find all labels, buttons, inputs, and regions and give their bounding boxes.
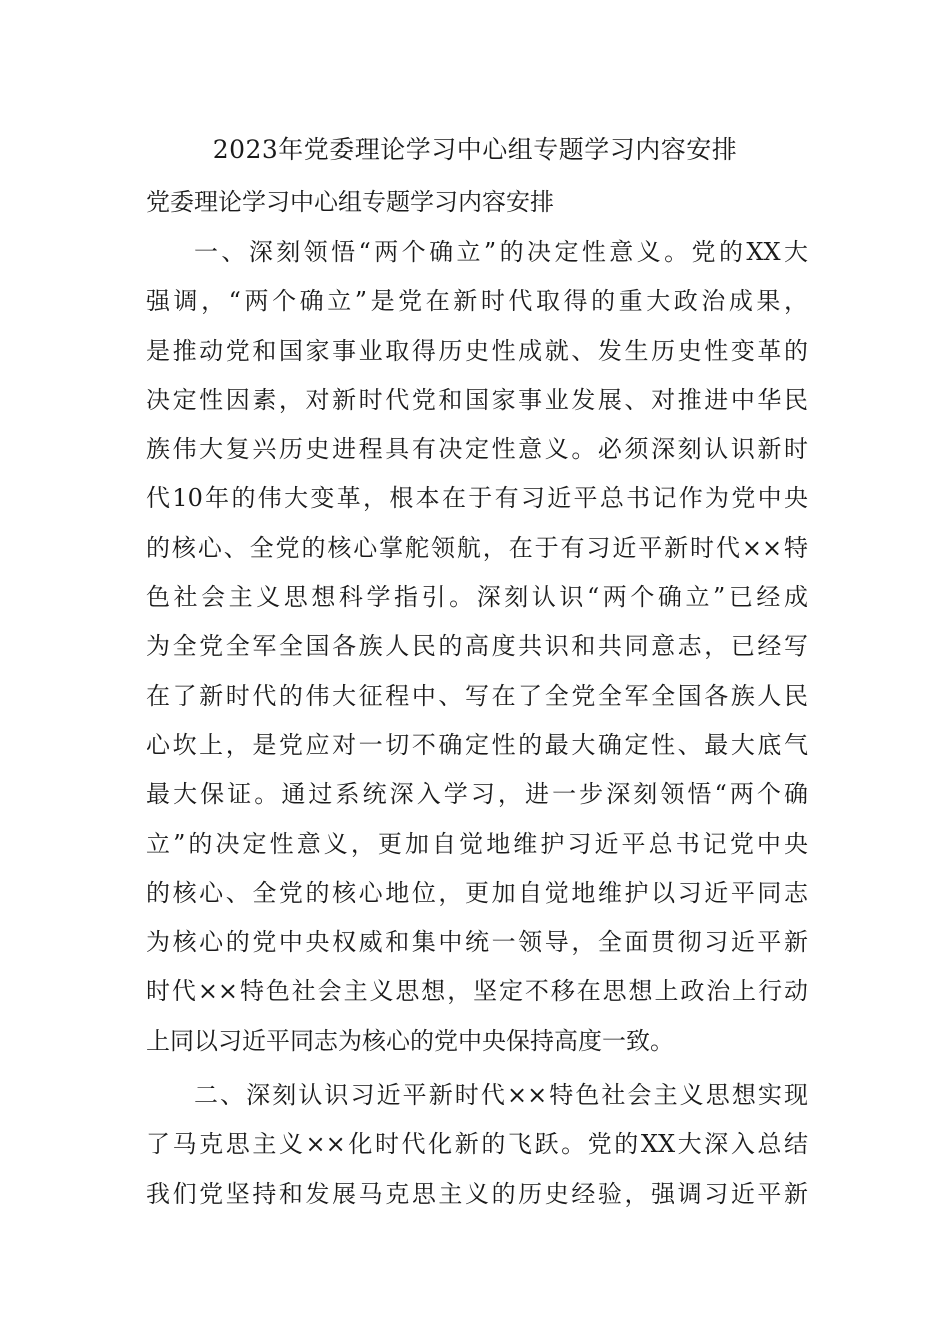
document-subtitle: 党委理论学习中心组专题学习内容安排: [146, 188, 554, 216]
paragraph-line: 为全党全军全国各族人民的高度共识和共同意志，已经写: [146, 632, 808, 661]
paragraph-line: 决定性因素，对新时代党和国家事业发展、对推进中华民: [146, 385, 808, 414]
paragraph-line: 一、深刻领悟“两个确立”的决定性意义。党的XX大: [194, 238, 808, 266]
paragraph-line: 上同以习近平同志为核心的党中央保持高度一致。: [146, 1026, 674, 1055]
paragraph-line: 代10年的伟大变革，根本在于有习近平总书记作为党中央: [146, 484, 808, 513]
paragraph-line: 时代××特色社会主义思想，坚定不移在思想上政治上行动: [146, 977, 808, 1006]
paragraph-line: 我们党坚持和发展马克思主义的历史经验，强调习近平新: [146, 1179, 808, 1208]
paragraph-2: [146, 1071, 808, 1219]
paragraph-line: 了马克思主义××化时代化新的飞跃。党的XX大深入总结: [146, 1130, 808, 1159]
paragraph-line: 最大保证。通过系统深入学习，进一步深刻领悟“两个确: [146, 780, 808, 809]
paragraph-line: 在了新时代的伟大征程中、写在了全党全军全国各族人民: [146, 681, 808, 710]
paragraph-line: 心坎上，是党应对一切不确定性的最大确定性、最大底气: [146, 730, 808, 759]
paragraph-line: 强调，“两个确立”是党在新时代取得的重大政治成果，: [146, 287, 808, 316]
paragraph-line: 族伟大复兴历史进程具有决定性意义。必须深刻认识新时: [146, 435, 808, 464]
paragraph-line: 二、深刻认识习近平新时代××特色社会主义思想实现: [194, 1081, 808, 1109]
paragraph-line: 立”的决定性意义，更加自觉地维护习近平总书记党中央: [146, 829, 808, 858]
paragraph-line: 的核心、全党的核心掌舵领航，在于有习近平新时代××特: [146, 533, 808, 562]
document-title: 2023年党委理论学习中心组专题学习内容安排: [212, 135, 738, 164]
paragraph-line: 色社会主义思想科学指引。深刻认识“两个确立”已经成: [146, 583, 808, 612]
paragraph-line: 的核心、全党的核心地位，更加自觉地维护以习近平同志: [146, 878, 808, 907]
paragraph-1: [146, 228, 808, 1066]
paragraph-line: 为核心的党中央权威和集中统一领导，全面贯彻习近平新: [146, 928, 808, 957]
paragraph-line: 是推动党和国家事业取得历史性成就、发生历史性变革的: [146, 336, 808, 365]
